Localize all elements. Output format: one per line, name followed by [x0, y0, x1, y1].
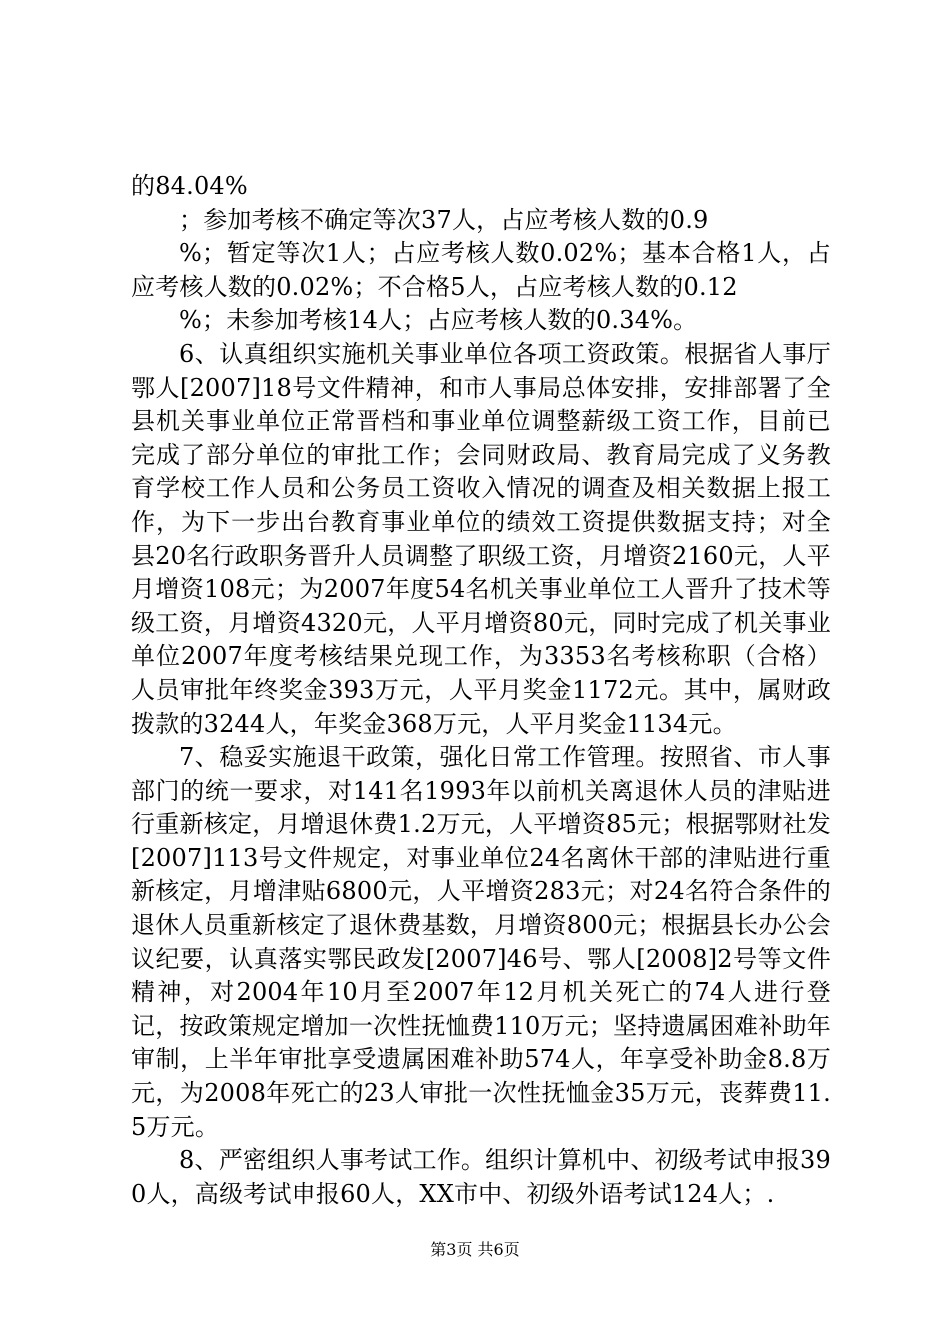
- paragraph-1: ；参加考核不确定等次37人，占应考核人数的0.9: [179, 205, 709, 234]
- paragraph-section-6: 6、认真组织实施机关事业单位各项工资政策。根据省人事厅鄂人[2007]18号文件精神，和市人事局总体安排，安排部署了全县机关事业单位正常晋档和事业单位调整薪级工资工作，目前已完成了部分单位的审批工作；会同财政局、教育局完成了义务教育学校工作人员和公务员工资收入情况的调查及相关数据上报工作，为下一步出台教育事业单位的绩效工资提供数据支持；对全县20名行政职务晋升人员调整了职级工资，月增资2160元，人平月增资108元；为2007年度54名机关事业单位工人晋升了技术等级工资，月增资4320元，人平月增资80元，同时完成了机关事业单位2007年度考核结果兑现工作，为3353名考核称职（合格）人员审批年终奖金393万元，人平月奖金1172元。其中，属财政拨款的3244人，年奖金368万元，人平月奖金1134元。: [131, 339, 831, 738]
- paragraph-section-8: 8、严密组织人事考试工作。组织计算机中、初级考试申报390人，高级考试申报60人，XX市中、初级外语考试124人；.: [131, 1146, 831, 1208]
- paragraph-3: %；未参加考核14人；占应考核人数的0.34%。: [179, 306, 698, 335]
- page-number-footer: 第3页 共6页: [430, 1240, 520, 1259]
- paragraph-section-7: 7、稳妥实施退干政策，强化日常工作管理。按照省、市人事部门的统一要求，对141名1993年以前机关离退休人员的津贴进行重新核定，月增退休费1.2万元，人平增资85元；根据鄂财社发[2007]113号文件规定，对事业单位24名离休干部的津贴进行重新核定，月增津贴6800元，人平增资283元；对24名符合条件的退休人员重新核定了退休费基数，月增资800元；根据县长办公会议纪要，认真落实鄂民政发[2007]46号、鄂人[2008]2号等文件精神，对2004年10月至2007年12月机关死亡的74人进行登记，按政策规定增加一次性抚恤费110万元；坚持遗属困难补助年审制，上半年审批享受遗属困难补助574人，年享受补助金8.8万元，为2008年死亡的23人审批一次性抚恤金35万元，丧葬费11.5万元。: [131, 743, 831, 1141]
- paragraph-0: 的84.04%: [131, 172, 248, 200]
- paragraph-2: %；暂定等次1人；占应考核人数0.02%；基本合格1人，占应考核人数的0.02%；不合格5人，占应考核人数的0.12: [131, 239, 831, 301]
- document-body: [131, 170, 831, 1211]
